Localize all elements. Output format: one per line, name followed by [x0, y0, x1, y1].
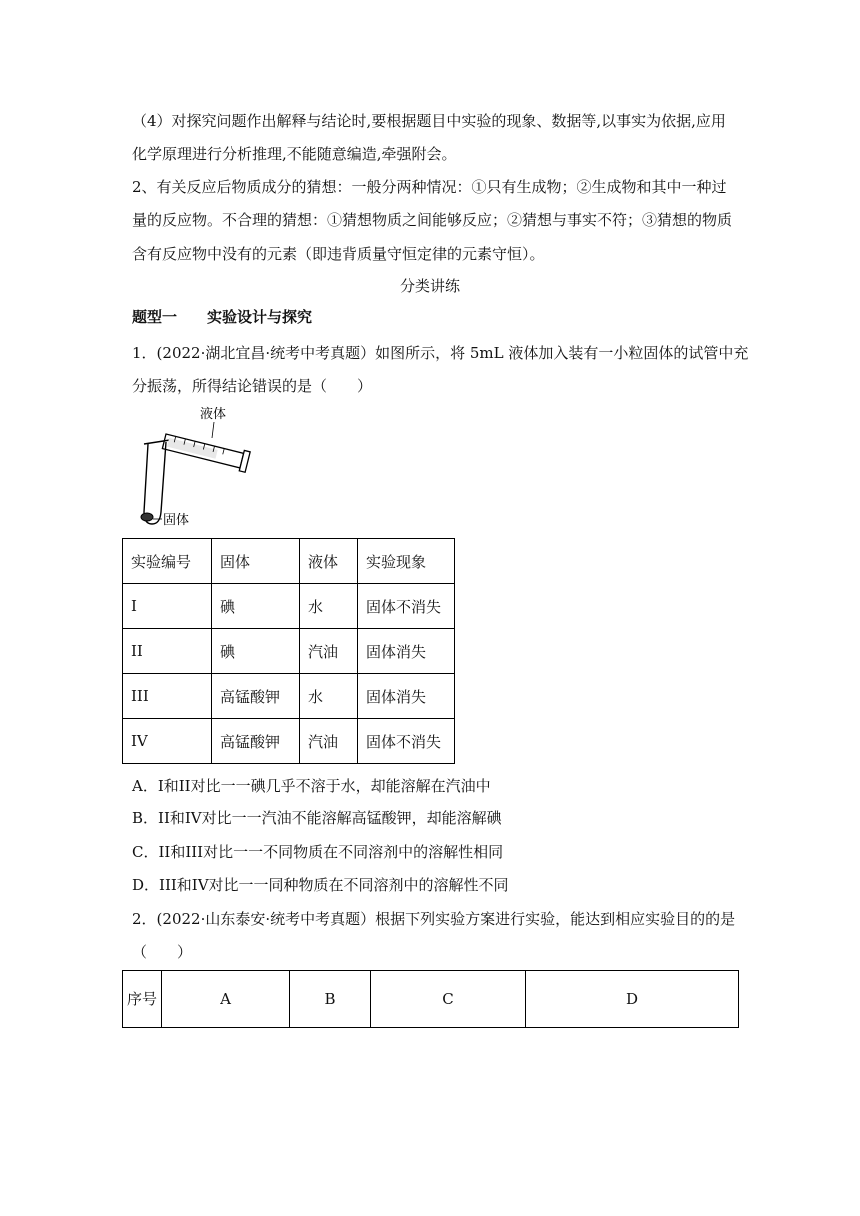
table-cell: 汽油 — [300, 629, 358, 674]
table-cell: 固体消失 — [358, 674, 455, 719]
table-cell: 固体不消失 — [358, 584, 455, 629]
question-2-line: 2．(2022·山东泰安·统考中考真题）根据下列实验方案进行实验，能达到相应实验目的的是 — [132, 910, 736, 928]
table-header-cell: A — [162, 971, 290, 1028]
table-header-cell: 序号 — [123, 971, 162, 1028]
paragraph-line: 2、有关反应后物质成分的猜想：一般分两种情况：①只有生成物；②生成物和其中一种过 — [132, 178, 727, 196]
question-2-line: （ ） — [132, 943, 193, 961]
option-d: D．III和IV对比一一同种物质在不同溶剂中的溶解性不同 — [132, 876, 509, 894]
option-b: B．II和IV对比一一汽油不能溶解高锰酸钾，却能溶解碘 — [132, 809, 502, 827]
liquid-label: 液体 — [200, 407, 227, 422]
table-row — [123, 629, 455, 674]
question-1-line: 1．(2022·湖北宜昌·统考中考真题）如图所示，将 5mL 液体加入装有一小粒固体的试管中充 — [132, 344, 749, 362]
table-header-row — [123, 539, 455, 584]
question-1-line: 分振荡，所得结论错误的是（ ） — [132, 377, 373, 395]
experiment-table — [122, 538, 455, 764]
table-cell: IV — [123, 719, 212, 764]
paragraph-line: 含有反应物中没有的元素（即违背质量守恒定律的元素守恒）。 — [132, 245, 545, 263]
table-header-cell: 液体 — [300, 539, 358, 584]
table-cell: 水 — [300, 584, 358, 629]
table-row — [123, 584, 455, 629]
option-c: C．II和III对比一一不同物质在不同溶剂中的溶解性相同 — [132, 843, 504, 861]
table-cell: 碘 — [212, 584, 300, 629]
test-tube-figure — [136, 404, 266, 529]
table-header-cell: 实验现象 — [358, 539, 455, 584]
table-cell: 固体不消失 — [358, 719, 455, 764]
table-header-cell: D — [526, 971, 739, 1028]
table-row — [123, 674, 455, 719]
type-heading: 题型一 实验设计与探究 — [132, 308, 313, 326]
table-cell: 高锰酸钾 — [212, 674, 300, 719]
table-cell: I — [123, 584, 212, 629]
table-header-cell: 固体 — [212, 539, 300, 584]
options-table — [122, 970, 739, 1028]
table-cell: 碘 — [212, 629, 300, 674]
table-header-row — [123, 971, 739, 1028]
table-header-cell: 实验编号 — [123, 539, 212, 584]
table-header-cell: C — [371, 971, 526, 1028]
table-header-cell: B — [290, 971, 371, 1028]
table-cell: II — [123, 629, 212, 674]
paragraph-line: 化学原理进行分析推理,不能随意编造,牵强附会。 — [132, 145, 457, 163]
table-row — [123, 719, 455, 764]
option-a: A．I和II对比一一碘几乎不溶于水，却能溶解在汽油中 — [132, 777, 491, 795]
section-title: 分类讲练 — [399, 277, 460, 295]
table-cell: III — [123, 674, 212, 719]
table-cell: 水 — [300, 674, 358, 719]
table-cell: 固体消失 — [358, 629, 455, 674]
solid-label: 固体 — [163, 513, 190, 528]
paragraph-line: （4）对探究问题作出解释与结论时,要根据题目中实验的现象、数据等,以事实为依据,应用 — [132, 112, 726, 130]
paragraph-line: 量的反应物。不合理的猜想：①猜想物质之间能够反应；②猜想与事实不符；③猜想的物质 — [132, 211, 733, 229]
table-cell: 高锰酸钾 — [212, 719, 300, 764]
table-cell: 汽油 — [300, 719, 358, 764]
